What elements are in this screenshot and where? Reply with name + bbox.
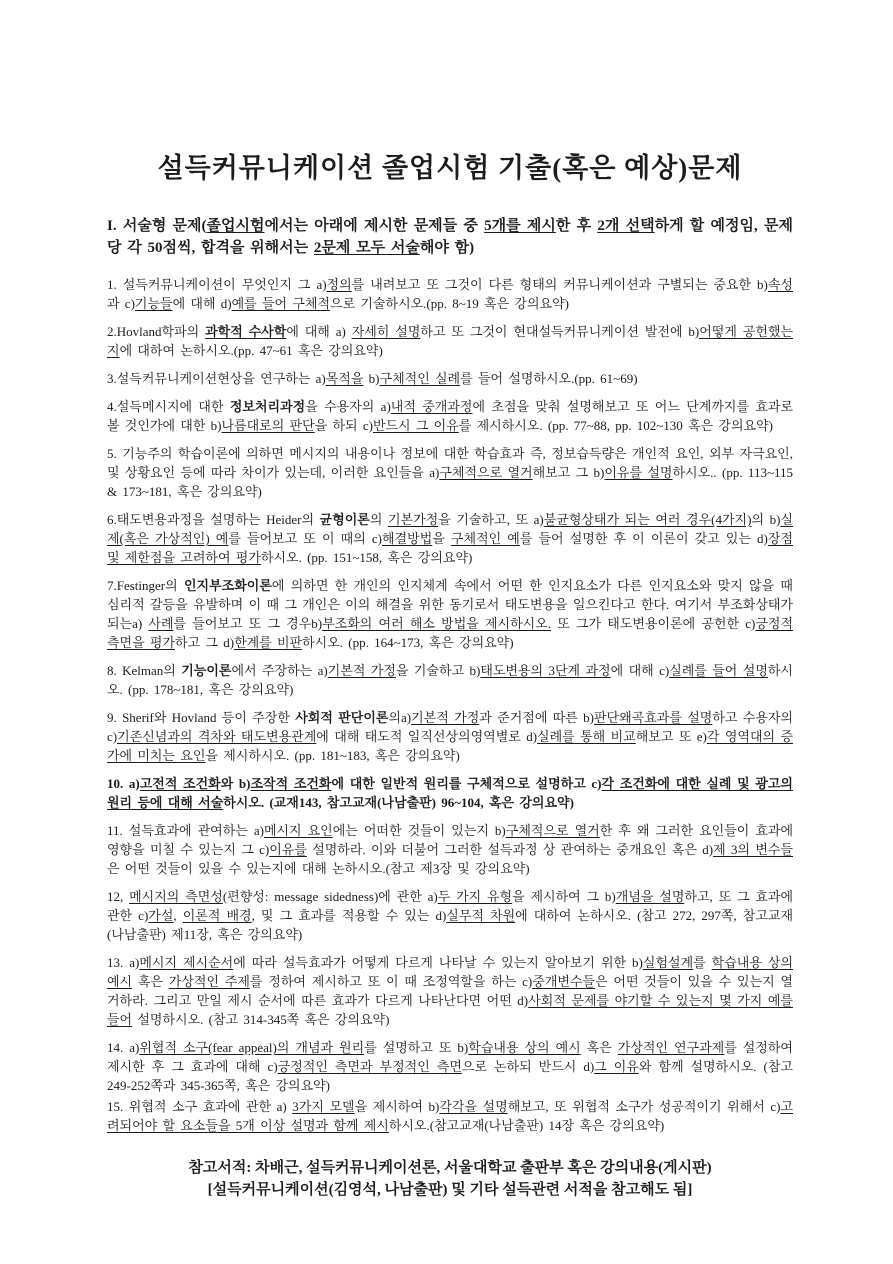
text-run: 구체적으로 열거: [439, 465, 533, 480]
text-run: 개념을 설명: [615, 889, 685, 904]
text-run: 기능이론: [181, 663, 232, 678]
text-run: 은 어떤 것들이 있을 수 있는지 열거하라. 그리고 만일 제시 순서에 따른 효과가 다르게 나타난다면 어떤 d): [107, 974, 793, 1008]
reference-line: [설득커뮤니케이션(김영석, 나남출판) 및 기타 설득관련 서적을 참고해도 됨]: [207, 1182, 693, 1198]
text-run: 정보처리과정: [229, 399, 306, 414]
text-run: 기존신념과의 격차와 태도변용관계: [117, 729, 317, 744]
document-title: 설득커뮤니케이션 졸업시험 기출(혹은 예상)문제: [157, 153, 743, 183]
text-run: 12,: [107, 889, 130, 904]
question-item-11: [107, 821, 793, 878]
text-run: 긍정적인 측면과 부정적인 측면: [277, 1059, 462, 1074]
text-run: 의a): [388, 710, 412, 725]
text-run: 를 제시하시오. (pp. 77~88, pp. 102~130 혹은 강의요약): [458, 418, 773, 433]
text-run: 인지부조화이론: [183, 578, 272, 593]
text-run: 구체적인 실례: [379, 371, 461, 386]
text-run: 자세히 설명: [351, 324, 421, 339]
text-run: , 및 그 효과를 적용할 수 있는 d): [251, 908, 447, 923]
text-run: 속성: [767, 277, 793, 292]
text-run: 을: [432, 531, 451, 546]
question-item-14: [107, 1038, 793, 1095]
reference-line: 참고서적: 차배근, 설득커뮤니케이션론, 서울대학교 출판부 혹은 강의내용(게시판): [188, 1160, 712, 1176]
text-run: 하게 할 예정임, 문제 당 각 50점씩, 합격을 위해서는: [107, 218, 793, 256]
text-run: 제 3의 변수들: [713, 842, 793, 857]
text-run: 과학적 수사학: [205, 324, 287, 339]
question-item-9: [107, 708, 793, 765]
text-run: 를 설정하여 제시한 후 그 효과에 대해 c): [107, 1040, 793, 1074]
text-run: 2문제 모두 서술: [313, 240, 420, 256]
text-run: 예를 들어 구체적: [231, 296, 331, 311]
text-run: 14. a): [107, 1040, 140, 1055]
text-run: 하시오. (pp. 178~181, 혹은 강의요약): [107, 663, 793, 697]
text-run: 에 대해 c): [610, 663, 670, 678]
text-run: 을 제시하시오. (pp. 181~183, 혹은 강의요약): [205, 748, 460, 763]
text-run: 한 후 왜 그러한 요인들이 효과에 영향을 미칠 수 있는지 그 c): [107, 823, 794, 857]
text-run: 기본적 가정: [327, 663, 396, 678]
text-run: 의 b): [751, 512, 781, 527]
text-run: 구체적으로 열거: [505, 823, 600, 838]
text-run: 하시오.(참고교재(나남출판) 14장 혹은 강의요약): [388, 1118, 665, 1133]
text-run: 학습내용 상의 예시: [107, 955, 793, 989]
text-run: 가상적인 연구과제: [617, 1040, 725, 1055]
text-run: 메시지 제시순서: [139, 955, 234, 970]
text-run: 7.Festinger의: [107, 578, 184, 593]
text-run: 에 대해 d): [172, 296, 232, 311]
text-run: 으로 논하되 반드시 d): [461, 1059, 595, 1074]
question-item-8: [107, 661, 793, 699]
question-item-7: [107, 576, 793, 652]
text-run: 설명하라. 이와 더불어 그러한 설득과정 상 관여하는 중개요인 혹은 d): [306, 842, 714, 857]
text-run: 을 기술하고, 또 a): [438, 512, 544, 527]
question-item-12: [107, 887, 793, 944]
text-run: 을 기술하고 b): [395, 663, 481, 678]
text-run: 메시지의 측면성: [129, 889, 223, 904]
text-run: 균형이론: [319, 512, 370, 527]
text-run: 와 함께 설명하시오. (참고 249-252쪽과 345-365쪽, 혹은 강의요약): [107, 1059, 793, 1093]
text-run: 어떻게 공헌했는지: [107, 324, 794, 358]
text-run: 과 c): [107, 296, 135, 311]
text-run: 긍정적 측면을 평가: [107, 616, 794, 650]
text-run: 실험설계: [642, 955, 694, 970]
text-run: 5. 기능주의 학습이론에 의하면 메시지의 내용이나 정보에 대한 학습효과 즉, 정보습득량은 개인적 요인, 외부 자극요인, 및 상황요인 등에 따라 차이가 있는데, 이러한 요인들을 a): [107, 446, 793, 480]
text-run: 에 의하면 한 개인의 인지체계 속에서 어떤 한 인지요소가 다른 인지요소와 맞지 않을 때 심리적 갈등을 유발하며 이 때 그 개인은 이의 해결을 위한 동기로서 태도변용을 일으킨다고 한다. 여기서 부조화상태가 되는a): [107, 578, 793, 631]
text-run: 또 그가 태도변용이론에 공헌한 c): [551, 616, 756, 631]
text-run: 를 들어 설명한 후 이 이론이 갖고 있는 d): [519, 531, 768, 546]
text-run: 에 따라 설득효과가 어떻게 다르게 나타날 수 있는지 알아보기 위한 b): [233, 955, 643, 970]
text-run: 을 하되 c): [314, 418, 373, 433]
text-run: 를 정하여 제시하고 또 이 때 조정역할을 하는 c): [249, 974, 533, 989]
text-run: 조작적 조건화: [250, 776, 332, 791]
text-run: 졸업시험: [206, 218, 265, 234]
text-run: 가설: [148, 908, 174, 923]
text-run: 각 조건화에 대한 실례 및 광고의 원리 등에 대해 서술: [107, 776, 793, 810]
text-run: 에 대하여 논하시오.(pp. 47~61 혹은 강의요약): [119, 343, 383, 358]
text-run: 구체적인 예: [450, 531, 520, 546]
text-run: 이유를: [269, 842, 307, 857]
text-run: 장점 및 제한점을 고려하여 평가: [107, 531, 794, 565]
text-run: 각 영역대의 증가에 미치는 요인: [107, 729, 794, 763]
text-run: 사회적 판단이론: [295, 710, 389, 725]
text-run: 은 어떤 것들이 있을 수 있는지에 대해 논하시오.(참고 제3장 및 강의요약): [107, 861, 530, 876]
text-run: 각각을 설명: [439, 1099, 508, 1114]
text-run: 정의: [326, 277, 352, 292]
question-list: [107, 275, 793, 1135]
text-run: 를 들어보고 또 이 때의 c): [228, 531, 383, 546]
text-run: 에 대하여 논하시오. (참고 272, 297쪽, 참고교재(나남출판) 제11장, 혹은 강의요약): [107, 908, 794, 942]
text-run: 실례를 들어 설명: [669, 663, 768, 678]
text-run: 에 초점을 맞춰 설명해보고 또 어느 단계까지를 효과로 볼 것인가에 대한 b): [107, 399, 794, 433]
text-run: 태도변용의 3단계 과정: [480, 663, 611, 678]
text-run: 10. a): [107, 776, 140, 791]
question-item-5: [107, 444, 793, 501]
text-run: 를 들어보고 또 그 경우b): [173, 616, 323, 631]
text-run: 2.Hovland학파의: [107, 324, 206, 339]
text-run: 에서는 아래에 제시한 문제들 중: [264, 218, 485, 234]
text-run: 하시오.. (pp. 113~115 & 173~181, 혹은 강의요약): [107, 465, 794, 499]
text-run: 내적 중개과정: [390, 399, 473, 414]
text-run: 2개 선택: [597, 218, 655, 234]
text-run: 를 설명하고 또 b): [364, 1040, 469, 1055]
text-run: 하고 수용자의 c): [107, 710, 793, 744]
text-run: 하고 또 그것이 현대설득커뮤니케이션 발전에 b): [420, 324, 700, 339]
text-run: 15. 위협적 소구 효과에 관한 a): [107, 1099, 293, 1114]
text-run: 혹은: [580, 1040, 618, 1055]
text-run: 1. 설득커뮤니케이션이 무엇인지 그 a): [107, 277, 327, 292]
text-run: 불균형상태가 되는 여러 경우(4가지): [543, 512, 752, 527]
text-run: 한 후: [555, 218, 598, 234]
text-run: 와 b): [220, 776, 251, 791]
text-run: 이론적 배경: [182, 908, 252, 923]
text-run: 을 제시하여 b): [354, 1099, 440, 1114]
text-run: 의: [369, 512, 388, 527]
text-run: 8. Kelman의: [107, 663, 182, 678]
text-run: 실무적 차원: [446, 908, 516, 923]
text-run: 에서 주장하는 a): [231, 663, 328, 678]
text-run: 사례: [148, 616, 174, 631]
text-run: (편향성: message sidedness)에 관한 a): [222, 889, 438, 904]
text-run: 메시지 요인: [263, 823, 333, 838]
text-run: 판단왜곡효과를 설명: [593, 710, 713, 725]
text-run: 해결방법: [382, 531, 433, 546]
question-item-10: [107, 774, 793, 812]
text-run: 나름대로의 판단: [221, 418, 315, 433]
text-run: 과 준거점에 따른 b): [479, 710, 594, 725]
text-run: 위협적 소구(fear appeal)의 개념과 원리: [139, 1040, 365, 1055]
text-run: 부조화의 여러 해소 방법을 제시하시오.: [322, 616, 552, 631]
text-run: 하고 그 d): [175, 635, 235, 650]
text-run: 를 들어 설명하시오.(pp. 61~69): [460, 371, 638, 386]
text-run: 를 내려보고 또 그것이 다른 형태의 커뮤니케이션과 구별되는 중요한 b): [351, 277, 768, 292]
reference-note: [107, 1157, 793, 1201]
text-run: ,: [173, 908, 183, 923]
text-run: 9. Sherif와 Hovland 등이 주장한: [107, 710, 296, 725]
text-run: 가상적인 주제: [168, 974, 250, 989]
text-run: 고려되어야 할 요소들을 5개 이상 설명과 함께 제시: [107, 1099, 793, 1133]
text-run: 기본가정: [387, 512, 439, 527]
text-run: 해보고, 또 위협적 소구가 성공적이기 위해서 c): [507, 1099, 781, 1114]
text-run: 해보고 그 b): [532, 465, 605, 480]
text-run: 반드시 그 이유: [372, 418, 459, 433]
text-run: I. 서술형 문제(: [107, 218, 207, 234]
text-run: 해보고 또 e): [635, 729, 707, 744]
text-run: 중개변수들: [532, 974, 596, 989]
text-run: 6.태도변용과정을 설명하는 Heider의: [107, 512, 320, 527]
text-run: 해야 함): [419, 240, 475, 256]
question-item-15: [107, 1097, 793, 1135]
question-item-1: [107, 275, 793, 313]
question-item-4: [107, 397, 793, 435]
question-item-2: [107, 322, 793, 360]
text-run: 을 수용자의 a): [305, 399, 391, 414]
text-run: 에 대한 일반적 원리를 구체적으로 설명하고 c): [331, 776, 602, 791]
text-run: 한계를 비판: [234, 635, 303, 650]
text-run: 에 대해 태도적 일직선상의영역별로 d): [316, 729, 538, 744]
question-item-6: [107, 510, 793, 567]
question-item-3: [107, 369, 793, 388]
text-run: 에는 어떠한 것들이 있는지 b): [332, 823, 506, 838]
exam-instructions: [107, 215, 793, 259]
text-run: 으로 기술하시오.(pp. 8~19 혹은 강의요약): [330, 296, 569, 311]
text-run: 기능들: [134, 296, 173, 311]
text-run: b): [363, 371, 380, 386]
text-run: 혹은: [132, 974, 169, 989]
text-run: 고전적 조건화: [139, 776, 221, 791]
text-run: 3가지 모델: [292, 1099, 355, 1114]
text-run: 목적을: [325, 371, 364, 386]
text-run: 3.설득커뮤니케이션현상을 연구하는 a): [107, 371, 326, 386]
text-run: 하시오. (교재143, 참고교재(나남출판) 96~104, 혹은 강의요약): [223, 795, 574, 810]
text-run: 이유를 설명: [604, 465, 673, 480]
text-run: 에 대해 a): [286, 324, 352, 339]
text-run: 를: [693, 955, 712, 970]
text-run: 하고, 또 그 효과에 관한 c): [107, 889, 794, 923]
text-run: 11. 설득효과에 관여하는 a): [107, 823, 264, 838]
text-run: 두 가지 유형: [437, 889, 513, 904]
text-run: 기본적 가정: [411, 710, 480, 725]
text-run: 그 이유: [594, 1059, 639, 1074]
text-run: 5개를 제시: [484, 218, 556, 234]
text-run: 하시오. (pp. 164~173, 혹은 강의요약): [302, 635, 514, 650]
text-run: 하시오. (pp. 151~158, 혹은 강의요약): [260, 550, 473, 565]
text-run: 실례를 통해 비교: [537, 729, 636, 744]
question-item-13: [107, 953, 793, 1029]
text-run: 설명하시오. (참고 314-345쪽 혹은 강의요약): [132, 1012, 390, 1027]
text-run: 사회적 문제를 야기할 수 있는지 몇 가지 예를 들어: [107, 993, 793, 1027]
text-run: 13. a): [107, 955, 140, 970]
text-run: 실제(혹은 가상적인) 예: [107, 512, 793, 546]
text-run: 을 제시하여 그 b): [512, 889, 616, 904]
text-run: 학습내용 상의 예시: [468, 1040, 581, 1055]
text-run: 4.설득메시지에 대한: [107, 399, 230, 414]
